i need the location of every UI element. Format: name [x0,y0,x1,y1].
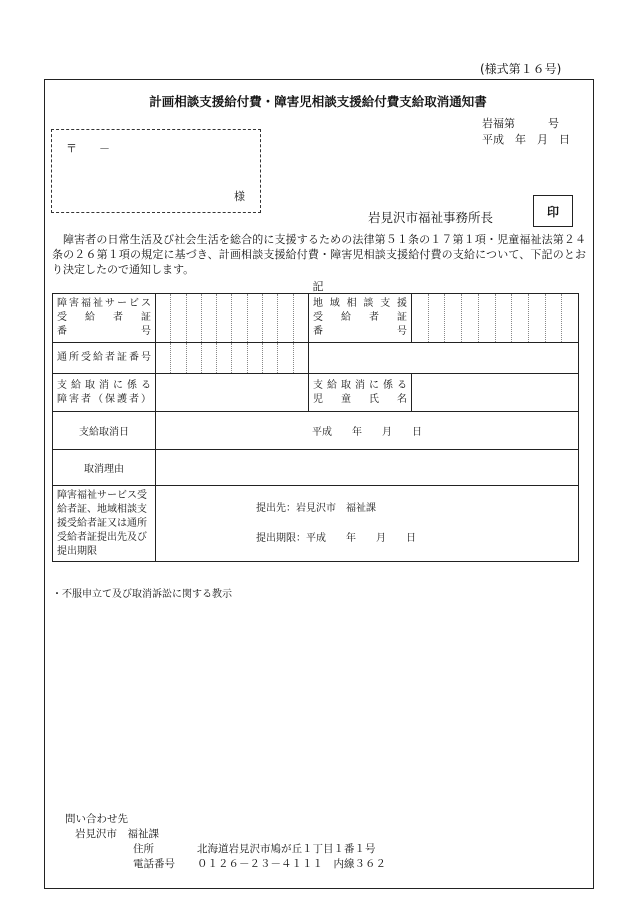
table-row [53,343,579,374]
recipient-address-box [51,129,261,213]
cancel-reason-label: 取消理由 [53,450,156,486]
service-cert-number-cell [156,294,309,343]
postal-code-label: 〒 － [66,142,110,155]
contact-phone-label: 電話番号 [133,858,175,870]
ki-marker: 記 [312,280,324,293]
person-value-cell [156,374,309,412]
sender-office: 岩見沢市福祉事務所長 [368,210,494,225]
regional-cert-label: 地域相談支援 受 給 者 証 番 号 [309,294,412,343]
notice-body-text: 障害者の日常生活及び社会生活を総合的に支援するための法律第５１条の１７第１項・児童福祉法第２４条の２６第１項の規定に基づき、計画相談支援給付費・障害児相談支援給付費の支給について、下記のとおり決定したので通知します。 [52,233,586,276]
table-row [53,294,579,343]
daycare-cert-label: 通所受給者証番号 [53,343,156,374]
table-row [53,412,579,450]
cancel-date-label: 支給取消日 [53,412,156,450]
regional-cert-number-cell [412,294,579,343]
page-title: 計画相談支援給付費・障害児相談支援給付費支給取消通知書 [149,94,487,109]
empty-cell [309,343,579,374]
child-value-cell [412,374,579,412]
submit-to: 提出先：岩見沢市 福祉課 [256,502,376,514]
official-seal: 印 [533,195,573,227]
contact-address-label: 住所 [133,843,154,855]
contact-block [65,812,386,872]
document-number: 岩福第 号 [482,117,559,130]
recipient-honorific: 様 [234,190,245,203]
notice-table [52,293,579,562]
cancel-reason-value [156,450,579,486]
cancel-date-value: 平成 年 月 日 [156,412,579,450]
daycare-cert-number-cell [156,343,309,374]
table-row [53,450,579,486]
appeal-notice-title: ・不服申立て及び取消訴訟に関する教示 [52,589,232,600]
contact-address: 北海道岩見沢市鳩が丘１丁目１番１号 [197,843,376,855]
child-label: 支給取消に係る 児 童 氏 名 [309,374,412,412]
document-number-block [482,116,570,148]
submission-value-cell [156,486,579,562]
contact-department: 岩見沢市 福祉課 [75,828,159,840]
contact-heading: 問い合わせ先 [65,813,128,825]
service-cert-label: 障害福祉サービス 受 給 者 証 番 号 [53,294,156,343]
table-row [53,374,579,412]
submit-deadline: 提出期限：平成 年 月 日 [256,532,416,544]
table-row [53,486,579,562]
form-number: (様式第１６号) [480,62,562,76]
person-label: 支給取消に係る 障害者（保護者） [53,374,156,412]
contact-phone: ０１２６－２３－４１１１ 内線３６２ [197,858,386,870]
submission-label: 障害福祉サービス受 給者証、地域相談支 援受給者証又は通所 受給者証提出先及び 提出期限 [53,486,156,562]
document-date: 平成 年 月 日 [482,133,570,146]
